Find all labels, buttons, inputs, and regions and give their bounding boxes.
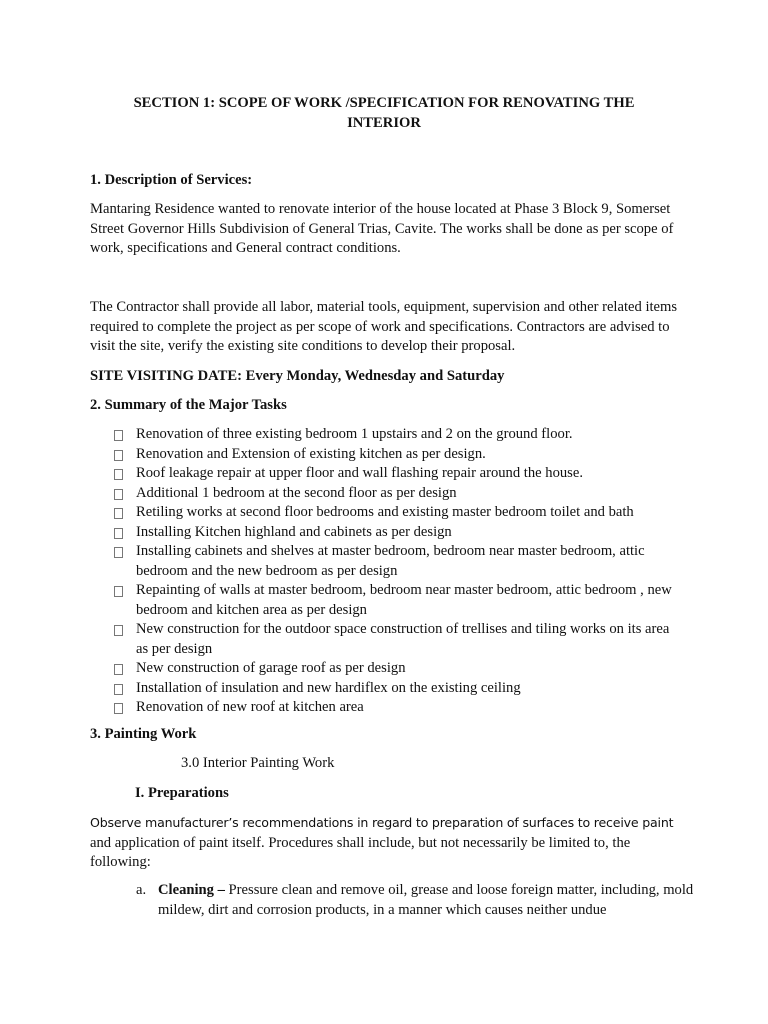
task-item — [112, 425, 672, 445]
checkbox-icon — [114, 547, 123, 558]
section-3-heading: 3. Painting Work — [90, 726, 197, 742]
task-item — [112, 679, 672, 699]
task-text: Renovation of three existing bedroom 1 upstairs and 2 on the ground floor. — [136, 426, 573, 442]
preparations-heading: I. Preparations — [135, 785, 229, 801]
task-text: Installation of insulation and new hardiflex on the existing ceiling — [136, 679, 521, 696]
task-item — [112, 698, 672, 718]
task-text: Renovation and Extension of existing kitchen as per design. — [136, 445, 486, 462]
checkbox-icon — [114, 450, 123, 461]
site-visiting-date: SITE VISITING DATE: Every Monday, Wednesday and Saturday — [90, 368, 505, 384]
task-item — [112, 542, 672, 581]
major-tasks-list — [112, 425, 672, 718]
task-item — [112, 659, 672, 679]
task-text: New construction for the outdoor space construction of trellises and tiling works on its area as per design — [136, 621, 670, 657]
section-1-heading: 1. Description of Services: — [90, 172, 253, 188]
task-item — [112, 620, 672, 659]
checkbox-icon — [114, 528, 123, 539]
task-text: Renovation of new roof at kitchen area — [136, 699, 364, 715]
checkbox-icon — [114, 625, 123, 636]
task-item — [112, 503, 672, 523]
checkbox-icon — [114, 586, 123, 597]
task-text: Additional 1 bedroom at the second floor as per design — [136, 484, 457, 501]
checkbox-icon — [114, 703, 123, 714]
checkbox-icon — [114, 664, 123, 675]
item-a-text: Pressure clean and remove oil, grease and loose foreign matter, including, mold mildew, dirt and corrosion products, in a manner which causes neither undue — [158, 882, 694, 918]
task-text: Repainting of walls at master bedroom, bedroom near master bedroom, attic bedroom , new bedroom and kitchen area as per design — [136, 582, 672, 618]
checkbox-icon — [114, 469, 123, 480]
section-2-heading: 2. Summary of the Major Tasks — [90, 397, 287, 413]
checkbox-icon — [114, 489, 123, 500]
checkbox-icon — [114, 508, 123, 519]
task-item — [112, 464, 672, 484]
description-paragraph-1: Mantaring Residence wanted to renovate interior of the house located at Phase 3 Block 9, Somerset Street Governor Hills Subdivision of General Trias, Cavite. The works shall be done as per scope of work, specifications and General contract conditions. — [90, 201, 674, 256]
task-text: Roof leakage repair at upper floor and wall flashing repair around the house. — [136, 465, 583, 481]
preparations-paragraph-line-1: Observe manufacturer’s recommendations in regard to preparation of surfaces to receive paint — [90, 815, 674, 830]
subsection-heading: 3.0 Interior Painting Work — [181, 755, 335, 771]
task-text: Installing Kitchen highland and cabinets as per design — [136, 523, 452, 540]
item-a-label: Cleaning – — [158, 882, 225, 898]
preparations-paragraph-rest: and application of paint itself. Procedures shall include, but not necessarily be limited to, the following: — [90, 834, 631, 870]
task-item — [112, 445, 672, 465]
task-text: Retiling works at second floor bedrooms and existing master bedroom toilet and bath — [136, 504, 634, 520]
preparations-paragraph — [90, 813, 690, 873]
task-item — [112, 581, 672, 620]
document-title: SECTION 1: SCOPE OF WORK /SPECIFICATION FOR RENOVATING THE INTERIOR — [133, 95, 635, 131]
task-text: New construction of garage roof as per design — [136, 660, 406, 676]
task-text: Installing cabinets and shelves at master bedroom, bedroom near master bedroom, attic bedroom and the new bedroom as per design — [136, 543, 645, 579]
checkbox-icon — [114, 684, 123, 695]
checkbox-icon — [114, 430, 123, 441]
description-paragraph-2: The Contractor shall provide all labor, material tools, equipment, supervision and other related items required to complete the project as per scope of work and specifications. Contractors are advised to visit the site, verify the existing site conditions to develop their proposal. — [90, 299, 678, 354]
preparation-item-a — [136, 881, 696, 920]
task-item — [112, 523, 672, 543]
item-marker: a. — [136, 882, 147, 898]
task-item — [112, 484, 672, 504]
